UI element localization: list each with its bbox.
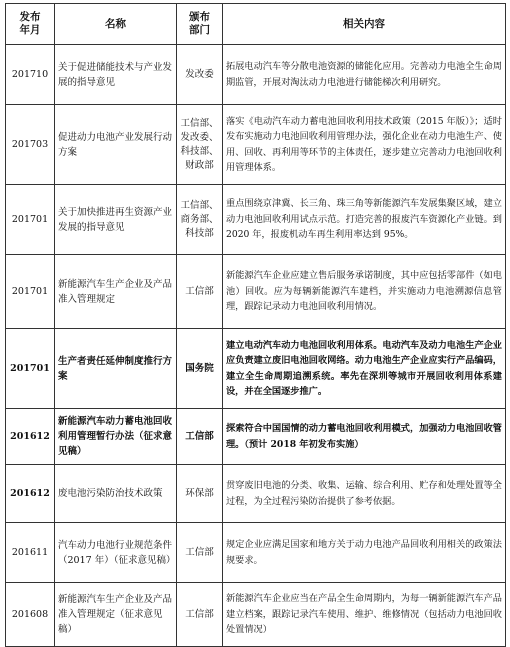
cell-name: 生产者责任延伸制度推行方案 — [55, 329, 177, 409]
table-row — [6, 409, 506, 465]
cell-name: 新能源汽车生产企业及产品准入管理规定（征求意见稿） — [55, 583, 177, 647]
cell-dept: 工信部 — [177, 255, 223, 329]
cell-date: 201611 — [6, 523, 55, 583]
header-name: 名称 — [55, 4, 177, 45]
cell-dept: 发改委 — [177, 45, 223, 105]
cell-name: 促进动力电池产业发展行动方案 — [55, 105, 177, 185]
policy-table — [5, 3, 506, 647]
header-dept: 颁布 部门 — [177, 4, 223, 45]
cell-content: 新能源汽车企业应建立售后服务承诺制度，其中应包括零部件（如电池）回收。应为每辆新能源汽车建档，并实施动力电池溯源信息管理，跟踪记录动力电池回收利用情况。 — [223, 255, 506, 329]
cell-name: 汽车动力电池行业规范条件（2017 年）（征求意见稿） — [55, 523, 177, 583]
cell-name: 新能源汽车生产企业及产品准入管理规定 — [55, 255, 177, 329]
cell-name: 新能源汽车动力蓄电池回收利用管理暂行办法（征求意见稿） — [55, 409, 177, 465]
cell-content: 落实《电动汽车动力蓄电池回收利用技术政策（2015 年版）》；适时发布实施动力电池回收利用管理办法，强化企业在动力电池生产、使用、回收、再利用等环节的主体责任，逐步建立完善动力电池回收利用管理体系。 — [223, 105, 506, 185]
table-row — [6, 523, 506, 583]
cell-dept: 工信部 — [177, 583, 223, 647]
cell-content: 新能源汽车企业应当在产品全生命周期内，为每一辆新能源汽车产品建立档案，跟踪记录汽车使用、维护、维修情况（包括动力电池回收处置情况） — [223, 583, 506, 647]
cell-dept: 工信部 — [177, 409, 223, 465]
cell-content: 建立电动汽车动力电池回收利用体系。电动汽车及动力电池生产企业应负责建立废旧电池回收网络。动力电池生产企业应实行产品编码，建立全生命周期追溯系统。率先在深圳等城市开展回收利用体系建设，并在全国逐步推广。 — [223, 329, 506, 409]
cell-dept: 国务院 — [177, 329, 223, 409]
cell-content: 探索符合中国国情的动力蓄电池回收利用模式，加强动力电池回收管理。（预计 2018 年初发布实施） — [223, 409, 506, 465]
table-row — [6, 583, 506, 647]
cell-date: 201701 — [6, 185, 55, 255]
cell-date: 201608 — [6, 583, 55, 647]
cell-name: 废电池污染防治技术政策 — [55, 465, 177, 523]
cell-date: 201710 — [6, 45, 55, 105]
cell-date: 201703 — [6, 105, 55, 185]
cell-date: 201612 — [6, 409, 55, 465]
header-date: 发布 年月 — [6, 4, 55, 45]
cell-content: 重点围绕京津冀、长三角、珠三角等新能源汽车发展集聚区域，建立动力电池回收利用试点示范。打造完善的报废汽车资源化产业链。到 2020 年，报废机动车再生利用率达到 95%。 — [223, 185, 506, 255]
header-row — [6, 4, 506, 45]
cell-name: 关于促进储能技术与产业发展的指导意见 — [55, 45, 177, 105]
table-row — [6, 465, 506, 523]
cell-dept: 环保部 — [177, 465, 223, 523]
cell-content: 贯穿废旧电池的分类、收集、运输、综合利用、贮存和处理处置等全过程，为全过程污染防治提供了参考依据。 — [223, 465, 506, 523]
cell-name: 关于加快推进再生资源产业发展的指导意见 — [55, 185, 177, 255]
cell-date: 201701 — [6, 329, 55, 409]
cell-date: 201612 — [6, 465, 55, 523]
cell-content: 规定企业应满足国家和地方关于动力电池产品回收利用相关的政策法规要求。 — [223, 523, 506, 583]
cell-dept: 工信部 — [177, 523, 223, 583]
table-row — [6, 45, 506, 105]
header-content: 相关内容 — [223, 4, 506, 45]
cell-dept: 工信部、商务部、科技部 — [177, 185, 223, 255]
cell-dept: 工信部、发改委、科技部、财政部 — [177, 105, 223, 185]
cell-date: 201701 — [6, 255, 55, 329]
table-row — [6, 185, 506, 255]
cell-content: 拓展电动汽车等分散电池资源的储能化应用。完善动力电池全生命周期监管，开展对淘汰动力电池进行储能梯次利用研究。 — [223, 45, 506, 105]
table-row — [6, 105, 506, 185]
table-row — [6, 255, 506, 329]
table-row — [6, 329, 506, 409]
